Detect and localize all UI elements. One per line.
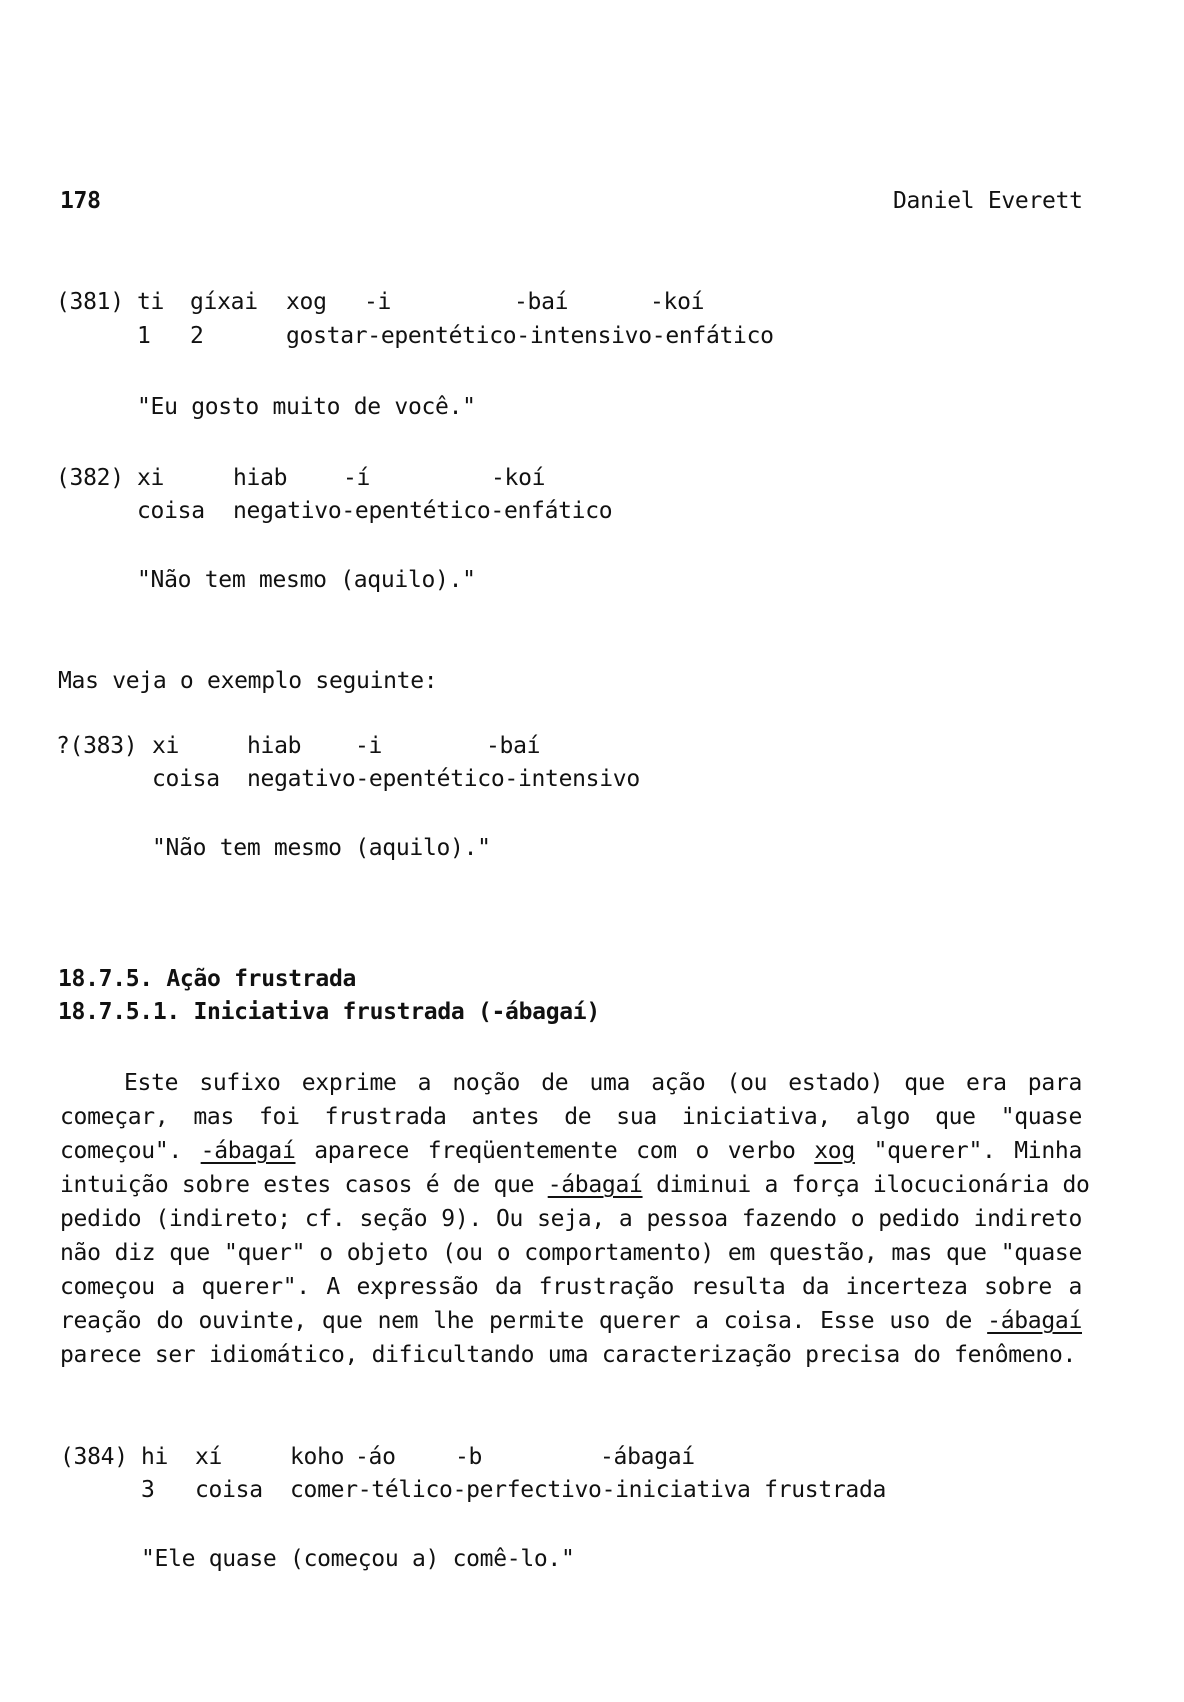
paragraph-line: começou a querer". A expressão da frustração resulta da incerteza sobre a <box>60 1274 1082 1300</box>
gloss-word: -i <box>364 289 392 315</box>
text-run: diminui a força ilocucionária do <box>642 1172 1090 1198</box>
example-number: ?(383) <box>56 733 138 759</box>
running-head-author: Daniel Everett <box>893 188 1083 214</box>
gloss-word: -í <box>343 465 371 491</box>
example-number: (384) <box>60 1444 128 1470</box>
gloss-word: -koí <box>650 289 705 315</box>
free-translation: "Não tem mesmo (aquilo)." <box>137 567 476 593</box>
gloss-label: coisa <box>195 1477 263 1503</box>
section-heading: 18.7.5. Ação frustrada <box>58 966 357 992</box>
paragraph-line <box>60 1134 1082 1168</box>
free-translation: "Não tem mesmo (aquilo)." <box>152 835 491 861</box>
gloss-word: ti <box>137 289 165 315</box>
paragraph-line <box>60 1168 1090 1202</box>
gloss-label: gostar-epentético-intensivo-enfático <box>286 323 774 349</box>
gloss-word: -b <box>455 1444 483 1470</box>
gloss-word: -ábagaí <box>600 1444 695 1470</box>
text-run: começou". <box>60 1138 201 1164</box>
gloss-word: -baí <box>514 289 569 315</box>
gloss-word: hi <box>141 1444 169 1470</box>
underlined-term: -ábagaí <box>200 1138 296 1164</box>
gloss-word: -i <box>355 733 383 759</box>
underlined-term: -ábagaí <box>987 1308 1082 1334</box>
gloss-label: comer-télico-perfectivo-iniciativa frustrada <box>290 1477 887 1503</box>
intro-sentence: Mas veja o exemplo seguinte: <box>58 668 438 694</box>
paragraph-line: parece ser idiomático, dificultando uma caracterização precisa do fenômeno. <box>60 1342 1077 1368</box>
gloss-word: hiab <box>233 465 288 491</box>
paragraph-line: começar, mas foi frustrada antes de sua iniciativa, algo que "quase <box>60 1104 1082 1130</box>
paragraph-line: Este sufixo exprime a noção de uma ação (ou estado) que era para <box>124 1070 1082 1096</box>
gloss-label: 2 <box>190 323 204 349</box>
gloss-label: 3 <box>141 1477 155 1503</box>
gloss-word: xi <box>137 465 165 491</box>
gloss-label: negativo-epentético-enfático <box>233 498 613 524</box>
paragraph-line <box>60 1304 1082 1338</box>
text-run: "querer". Minha <box>854 1138 1082 1164</box>
example-number: (382) <box>56 465 124 491</box>
text-run: intuição sobre estes casos é de que <box>60 1172 548 1198</box>
body-paragraph <box>60 1066 1090 1372</box>
paragraph-line: pedido (indireto; cf. seção 9). Ou seja, a pessoa fazendo o pedido indireto <box>60 1206 1082 1232</box>
gloss-label: coisa <box>152 766 220 792</box>
paragraph-line: não diz que "quer" o objeto (ou o comportamento) em questão, mas que "quase <box>60 1240 1082 1266</box>
page-number: 178 <box>60 188 101 214</box>
example-number: (381) <box>56 289 124 315</box>
text-run: aparece freqüentemente com o verbo <box>295 1138 815 1164</box>
gloss-word: -koí <box>491 465 546 491</box>
free-translation: "Ele quase (começou a) comê-lo." <box>141 1546 575 1572</box>
gloss-word: hiab <box>247 733 302 759</box>
gloss-word: -baí <box>486 733 541 759</box>
gloss-label: negativo-epentético-intensivo <box>247 766 640 792</box>
underlined-term: -ábagaí <box>547 1172 643 1198</box>
subsection-heading: 18.7.5.1. Iniciativa frustrada (-ábagaí) <box>58 999 600 1025</box>
gloss-label: 1 <box>137 323 151 349</box>
free-translation: "Eu gosto muito de você." <box>137 394 476 420</box>
gloss-label: coisa <box>137 498 205 524</box>
gloss-word: -áo <box>355 1444 396 1470</box>
gloss-word: xi <box>152 733 180 759</box>
text-run: reação do ouvinte, que nem lhe permite querer a coisa. Esse uso de <box>60 1308 988 1334</box>
underlined-term: xog <box>814 1138 855 1164</box>
gloss-word: xí <box>195 1444 223 1470</box>
gloss-word: gíxai <box>190 289 258 315</box>
gloss-word: xog <box>286 289 327 315</box>
gloss-word: koho <box>290 1444 345 1470</box>
